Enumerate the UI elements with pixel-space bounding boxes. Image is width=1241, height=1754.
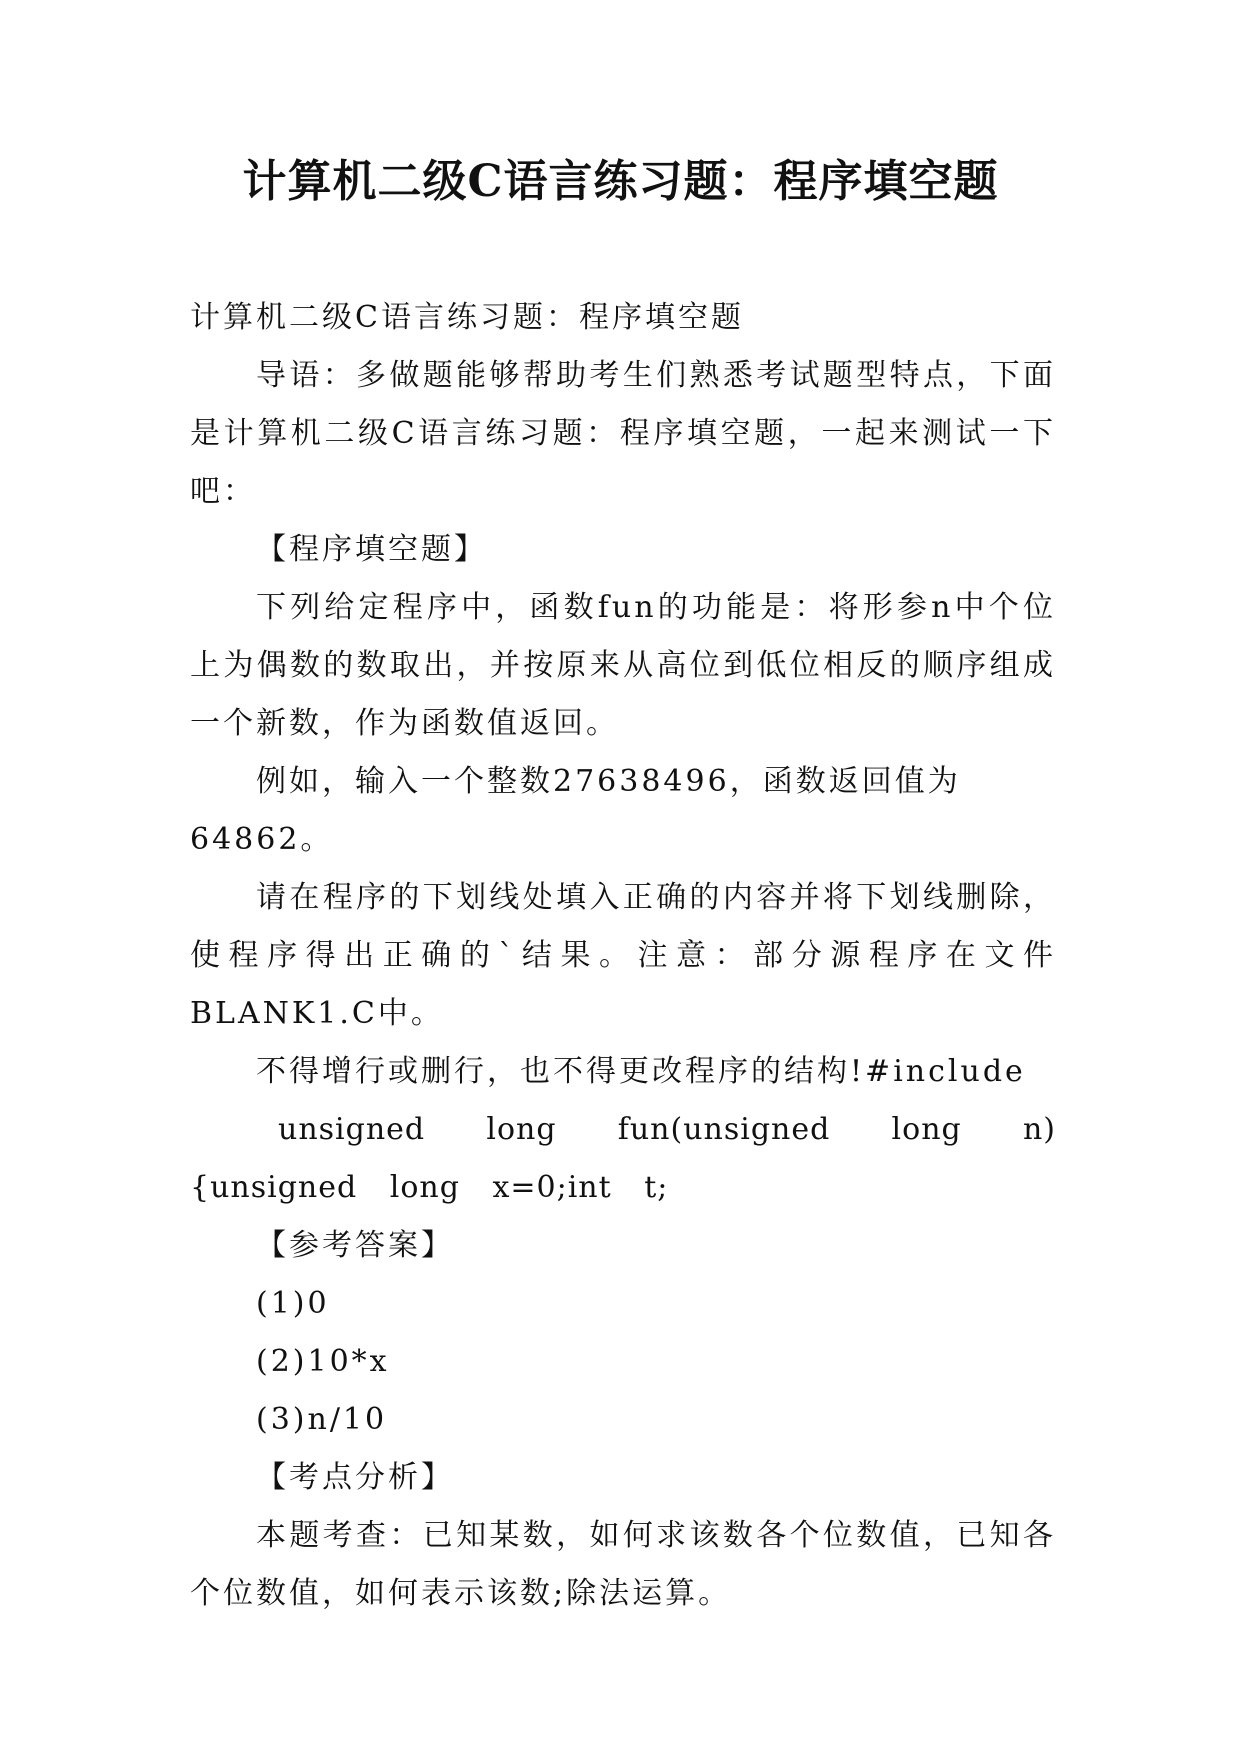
answer-item-1: (1)0 (256, 1286, 330, 1321)
section-heading-blank-question: 【程序填空题】 (256, 532, 487, 567)
example-paragraph: 例如，输入一个整数27638496，函数返回值为64862。 (190, 764, 961, 857)
code-paragraph: unsigned long fun(unsigned long n){unsigned long x=0;int t; (190, 1112, 1056, 1205)
document-title: 计算机二级C语言练习题：程序填空题 (242, 156, 999, 207)
question-description-paragraph: 下列给定程序中，函数fun的功能是：将形参n中个位上为偶数的数取出，并按原来从高位到低位相反的顺序组成一个新数，作为函数值返回。 (190, 590, 1056, 741)
document-body (190, 289, 1056, 1623)
analysis-paragraph: 本题考查：已知某数，如何求该数各个位数值，已知各个位数值，如何表示该数;除法运算。 (190, 1518, 1056, 1611)
restriction-paragraph: 不得增行或删行，也不得更改程序的结构!#include (256, 1054, 1026, 1089)
answer-item-3: (3)n/10 (256, 1402, 388, 1437)
intro-paragraph: 导语：多做题能够帮助考生们熟悉考试题型特点，下面是计算机二级C语言练习题：程序填空题，一起来测试一下吧： (190, 358, 1056, 509)
answer-item-2: (2)10*x (256, 1344, 390, 1379)
section-heading-answer: 【参考答案】 (256, 1228, 454, 1263)
instruction-paragraph: 请在程序的下划线处填入正确的内容并将下划线删除，使程序得出正确的`结果。注意：部分源程序在文件BLANK1.C中。 (190, 880, 1056, 1031)
subtitle-paragraph: 计算机二级C语言练习题：程序填空题 (190, 300, 744, 335)
section-heading-analysis: 【考点分析】 (256, 1460, 454, 1495)
